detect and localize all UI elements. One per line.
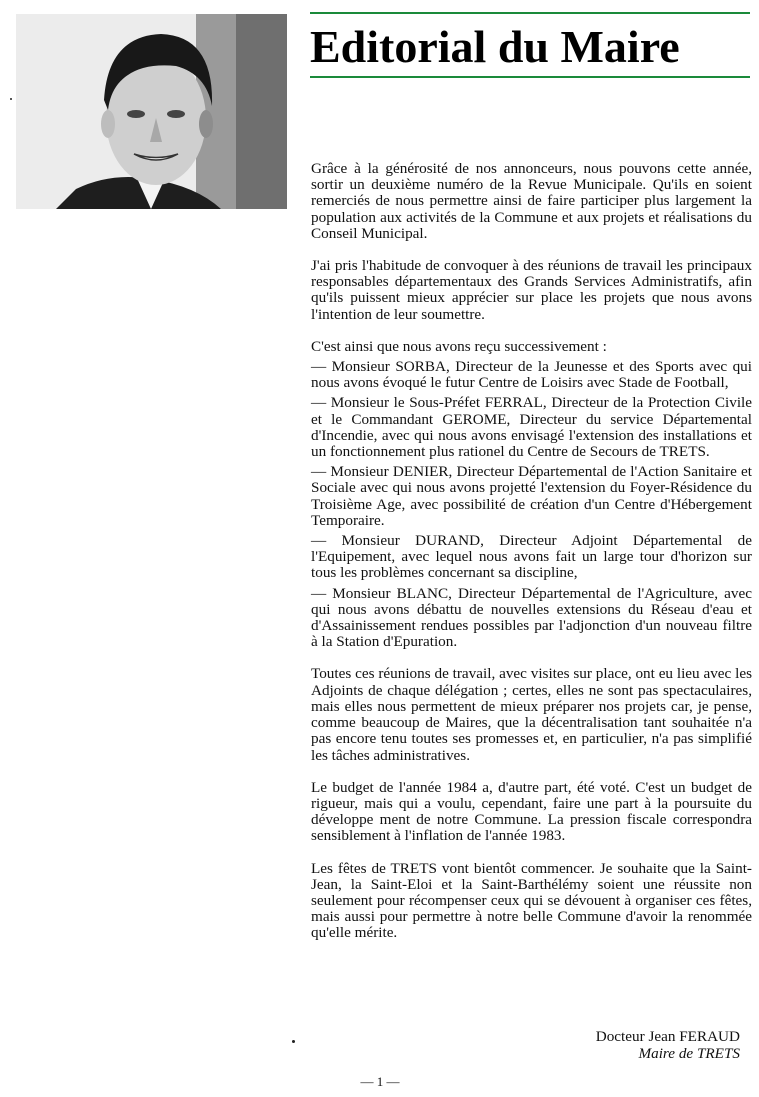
page-number: — 1 — bbox=[360, 1074, 400, 1089]
portrait-illustration bbox=[16, 14, 287, 209]
list-intro: C'est ainsi que nous avons reçu successivement : bbox=[311, 337, 607, 355]
page-title: Editorial du Maire bbox=[310, 21, 680, 72]
list-item: — Monsieur le Sous-Préfet FERRAL, Directeur de la Protection Civile et le Commandant GEROME, Directeur du service Départemental d'Incendie, avec qui nous avons envisagé l'extension des installations et un fonctionnement plus rationel du Centre de Secours de TRETS. bbox=[311, 394, 752, 461]
paragraph: J'ai pris l'habitude de convoquer à des réunions de travail les principaux responsables départementaux des Grands Services Administratifs, afin qu'ils puissent mieux apprécier sur place les projets que nous avons l'intention de leur soumettre. bbox=[311, 257, 752, 323]
signature-block bbox=[540, 1028, 740, 1062]
editorial-body bbox=[311, 161, 752, 958]
signature-name: Docteur Jean FERAUD bbox=[595, 1028, 740, 1045]
list-item: — Monsieur SORBA, Directeur de la Jeunesse et des Sports avec qui nous avons évoqué le futur Centre de Loisirs avec Stade de Football, bbox=[311, 358, 752, 392]
list-item: — Monsieur DENIER, Directeur Départemental de l'Action Sanitaire et Sociale avec qui nous avons projetté l'extension du Foyer-Résidence du Troisième Age, avec possibilité de création d'un Centre d'Hébergement Temporaire. bbox=[311, 463, 752, 529]
paragraph: Toutes ces réunions de travail, avec visites sur place, ont eu lieu avec les Adjoints de chaque délégation ; certes, elles ne sont pas spectaculaires, mais elles nous permettent de mieux préparer nos projets car, je pense, comme beaucoup de Maires, que la décentralisation tant souhaitée n'a pas encore tenu toutes ses promesses et, en particulier, n'a pas simplifié les tâches administratives. bbox=[311, 665, 752, 764]
paragraph: Grâce à la générosité de nos annonceurs, nous pouvons cette année, sortir un deuxième numéro de la Revue Municipale. Qu'ils en soient remerciés de nous permettre ainsi de faire participer plus largement la population aux activités de la Commune et aux projets et réalisations du Conseil Municipal. bbox=[311, 160, 752, 242]
list-item: — Monsieur DURAND, Directeur Adjoint Départemental de l'Equipement, avec lequel nous avons fait un large tour d'horizon sur tous les problèmes concernant sa discipline, bbox=[311, 532, 752, 582]
paragraph: Les fêtes de TRETS vont bientôt commencer. Je souhaite que la Saint-Jean, la Saint-Eloi et la Saint-Barthélémy soient une réussite non seulement pour récompenser ceux qui se dévouent à organiser ces fêtes, mais aussi pour permettre à notre belle Commune d'avoir la renommée qu'elle mérite. bbox=[311, 859, 752, 942]
mayor-portrait-photo bbox=[16, 14, 287, 209]
print-speck bbox=[10, 98, 12, 100]
print-speck bbox=[292, 1040, 295, 1043]
paragraph: Le budget de l'année 1984 a, d'autre part, été voté. C'est un budget de rigueur, mais qui a voulu, cependant, faire une part à la poursuite du développe ment de notre Commune. La pression fiscale correspondra sensiblement à l'inflation de l'année 1983. bbox=[311, 778, 752, 845]
signature-role: Maire de TRETS bbox=[638, 1045, 740, 1062]
title-bottom-rule bbox=[310, 76, 750, 78]
title-top-rule bbox=[310, 12, 750, 14]
list-item: — Monsieur BLANC, Directeur Départemental de l'Agriculture, avec qui nous avons débattu de nouvelles extensions du Réseau d'eau et d'Assainissement rendues possibles par l'adjonction d'un nouveau filtre à la Station d'Epuration. bbox=[311, 584, 752, 651]
